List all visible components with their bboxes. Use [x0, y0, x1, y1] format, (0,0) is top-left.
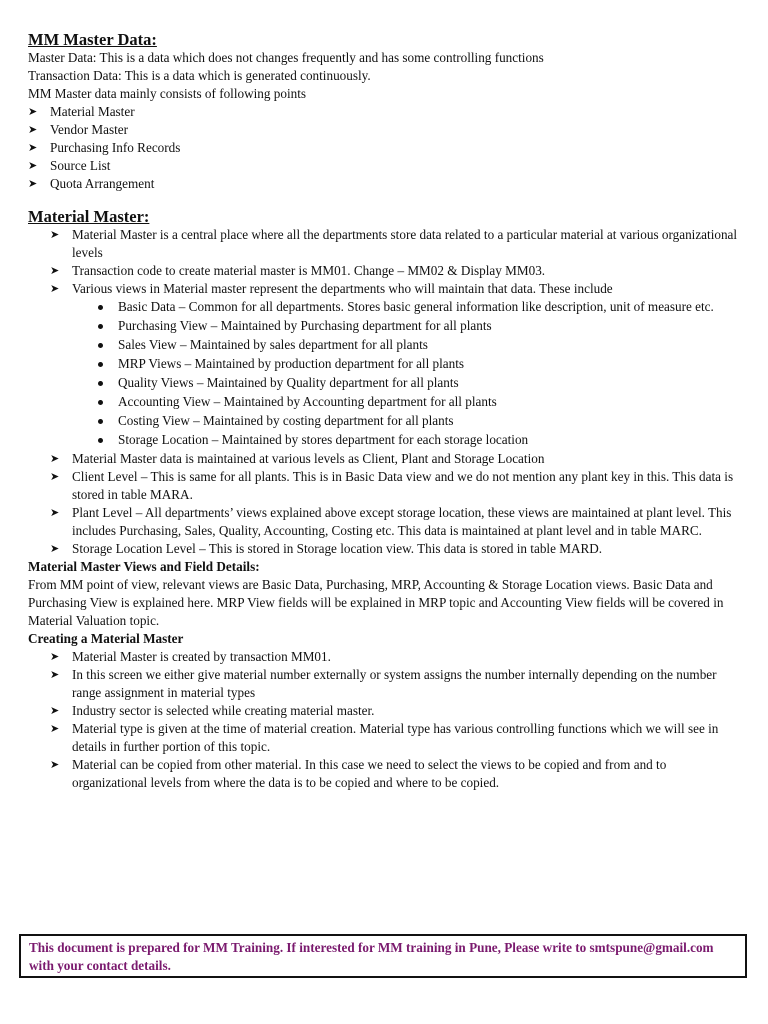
arrowhead-bullet-icon: ➤ [50, 452, 60, 465]
arrowhead-bullet-icon: ➤ [50, 470, 60, 483]
list-item [96, 431, 744, 449]
list-item-text: Material Master [50, 104, 135, 119]
arrowhead-bullet-icon: ➤ [28, 105, 38, 118]
transaction-data-line: Transaction Data: This is a data which is generated continuously. [28, 68, 371, 83]
list-item [28, 157, 744, 175]
list-item-text: Sales View – Maintained by sales department for all plants [118, 337, 428, 352]
dot-bullet-icon [98, 381, 103, 386]
list-item [50, 756, 744, 792]
section-title-views-field-details: Material Master Views and Field Details: [28, 559, 260, 574]
points-intro-line: MM Master data mainly consists of following points [28, 86, 307, 101]
list-item-text: Various views in Material master represent the departments who will maintain that data. These include [72, 281, 613, 296]
list-item-text: Material Master is a central place where all the departments store data related to a particular material at various organizational levels [72, 227, 738, 260]
dot-bullet-icon [98, 419, 103, 424]
list-item [50, 720, 744, 756]
list-item-text: Purchasing Info Records [50, 140, 181, 155]
list-item-text: Plant Level – All departments’ views explained above except storage location, these views are maintained at plant level. This includes Purchasing, Sales, Quality, Accounting, Costing etc. This data is maintained at plant level and in table MARC. [72, 505, 732, 538]
dot-bullet-icon [98, 400, 103, 405]
list-item [96, 298, 744, 316]
list-item [50, 226, 744, 262]
section-title-material-master: Material Master: [28, 207, 150, 226]
arrowhead-bullet-icon: ➤ [50, 758, 60, 771]
list-item [50, 468, 744, 504]
list-item [50, 648, 744, 666]
arrowhead-bullet-icon: ➤ [50, 542, 60, 555]
dot-bullet-icon [98, 305, 103, 310]
arrowhead-bullet-icon: ➤ [50, 282, 60, 295]
list-item [96, 412, 744, 430]
list-item [96, 336, 744, 354]
list-item [96, 355, 744, 373]
list-item-text: Industry sector is selected while creating material master. [72, 703, 375, 718]
list-item-text: MRP Views – Maintained by production department for all plants [118, 356, 465, 371]
list-item-text: Accounting View – Maintained by Accounting department for all plants [118, 394, 497, 409]
material-master-list-b [50, 450, 744, 558]
list-item-text: Quota Arrangement [50, 176, 155, 191]
list-item [50, 262, 744, 280]
material-master-list-a [50, 226, 744, 298]
list-item-text: Purchasing View – Maintained by Purchasing department for all plants [118, 318, 492, 333]
arrowhead-bullet-icon: ➤ [50, 704, 60, 717]
dot-bullet-icon [98, 343, 103, 348]
material-views-list [96, 298, 744, 449]
list-item [96, 374, 744, 392]
arrowhead-bullet-icon: ➤ [50, 650, 60, 663]
views-paragraph: From MM point of view, relevant views are Basic Data, Purchasing, MRP, Accounting & Storage Location views. Basic Data and Purchasing View is explained here. MRP View fields will be explained in MRP topic and Accounting View fields will be covered in Material Valuation topic. [28, 577, 724, 628]
arrowhead-bullet-icon: ➤ [28, 123, 38, 136]
list-item-text: Vendor Master [50, 122, 129, 137]
list-item-text: Material Master is created by transaction MM01. [72, 649, 331, 664]
section-title-creating-material-master: Creating a Material Master [28, 631, 184, 646]
section-title-mm-master-data: MM Master Data: [28, 30, 157, 49]
list-item [50, 280, 744, 298]
list-item [28, 121, 744, 139]
creating-material-master-list [50, 648, 744, 792]
list-item-text: Material Master data is maintained at various levels as Client, Plant and Storage Location [72, 451, 545, 466]
footer-notice-box [19, 934, 747, 978]
list-item-text: Storage Location – Maintained by stores department for each storage location [118, 432, 529, 447]
list-item-text: Basic Data – Common for all departments. Stores basic general information like description, unit of measure etc. [118, 299, 714, 314]
list-item [50, 504, 744, 540]
arrowhead-bullet-icon: ➤ [28, 159, 38, 172]
list-item-text: Source List [50, 158, 111, 173]
dot-bullet-icon [98, 362, 103, 367]
list-item-text: Material can be copied from other material. In this case we need to select the views to be copied and from and to organizational levels from where the data is to be copied and where to be copied. [72, 757, 667, 790]
list-item [50, 666, 744, 702]
master-data-line: Master Data: This is a data which does not changes frequently and has some controlling functions [28, 50, 544, 65]
list-item [28, 175, 744, 193]
list-item-text: Storage Location Level – This is stored in Storage location view. This data is stored in table MARD. [72, 541, 603, 556]
list-item [28, 103, 744, 121]
list-item [50, 450, 744, 468]
list-item-text: Transaction code to create material master is MM01. Change – MM02 & Display MM03. [72, 263, 546, 278]
list-item [96, 317, 744, 335]
arrowhead-bullet-icon: ➤ [50, 264, 60, 277]
arrowhead-bullet-icon: ➤ [28, 177, 38, 190]
arrowhead-bullet-icon: ➤ [50, 228, 60, 241]
list-item-text: Quality Views – Maintained by Quality department for all plants [118, 375, 459, 390]
footer-notice-text: This document is prepared for MM Training. If interested for MM training in Pune, Please write to smtspune@gmail.com with your contact details. [29, 940, 714, 973]
list-item-text: Client Level – This is same for all plants. This is in Basic Data view and we do not mention any plant key in this. This data is stored in table MARA. [72, 469, 734, 502]
list-item [50, 540, 744, 558]
list-item-text: Material type is given at the time of material creation. Material type has various controlling functions which we will see in details in further portion of this topic. [72, 721, 719, 754]
list-item-text: In this screen we either give material number externally or system assigns the number internally depending on the number range assignment in material types [72, 667, 717, 700]
list-item-text: Costing View – Maintained by costing department for all plants [118, 413, 454, 428]
list-item [96, 393, 744, 411]
arrowhead-bullet-icon: ➤ [50, 668, 60, 681]
master-data-points-list [28, 103, 744, 193]
arrowhead-bullet-icon: ➤ [50, 722, 60, 735]
list-item [28, 139, 744, 157]
list-item [50, 702, 744, 720]
arrowhead-bullet-icon: ➤ [28, 141, 38, 154]
dot-bullet-icon [98, 324, 103, 329]
dot-bullet-icon [98, 438, 103, 443]
arrowhead-bullet-icon: ➤ [50, 506, 60, 519]
document-page [28, 30, 744, 792]
